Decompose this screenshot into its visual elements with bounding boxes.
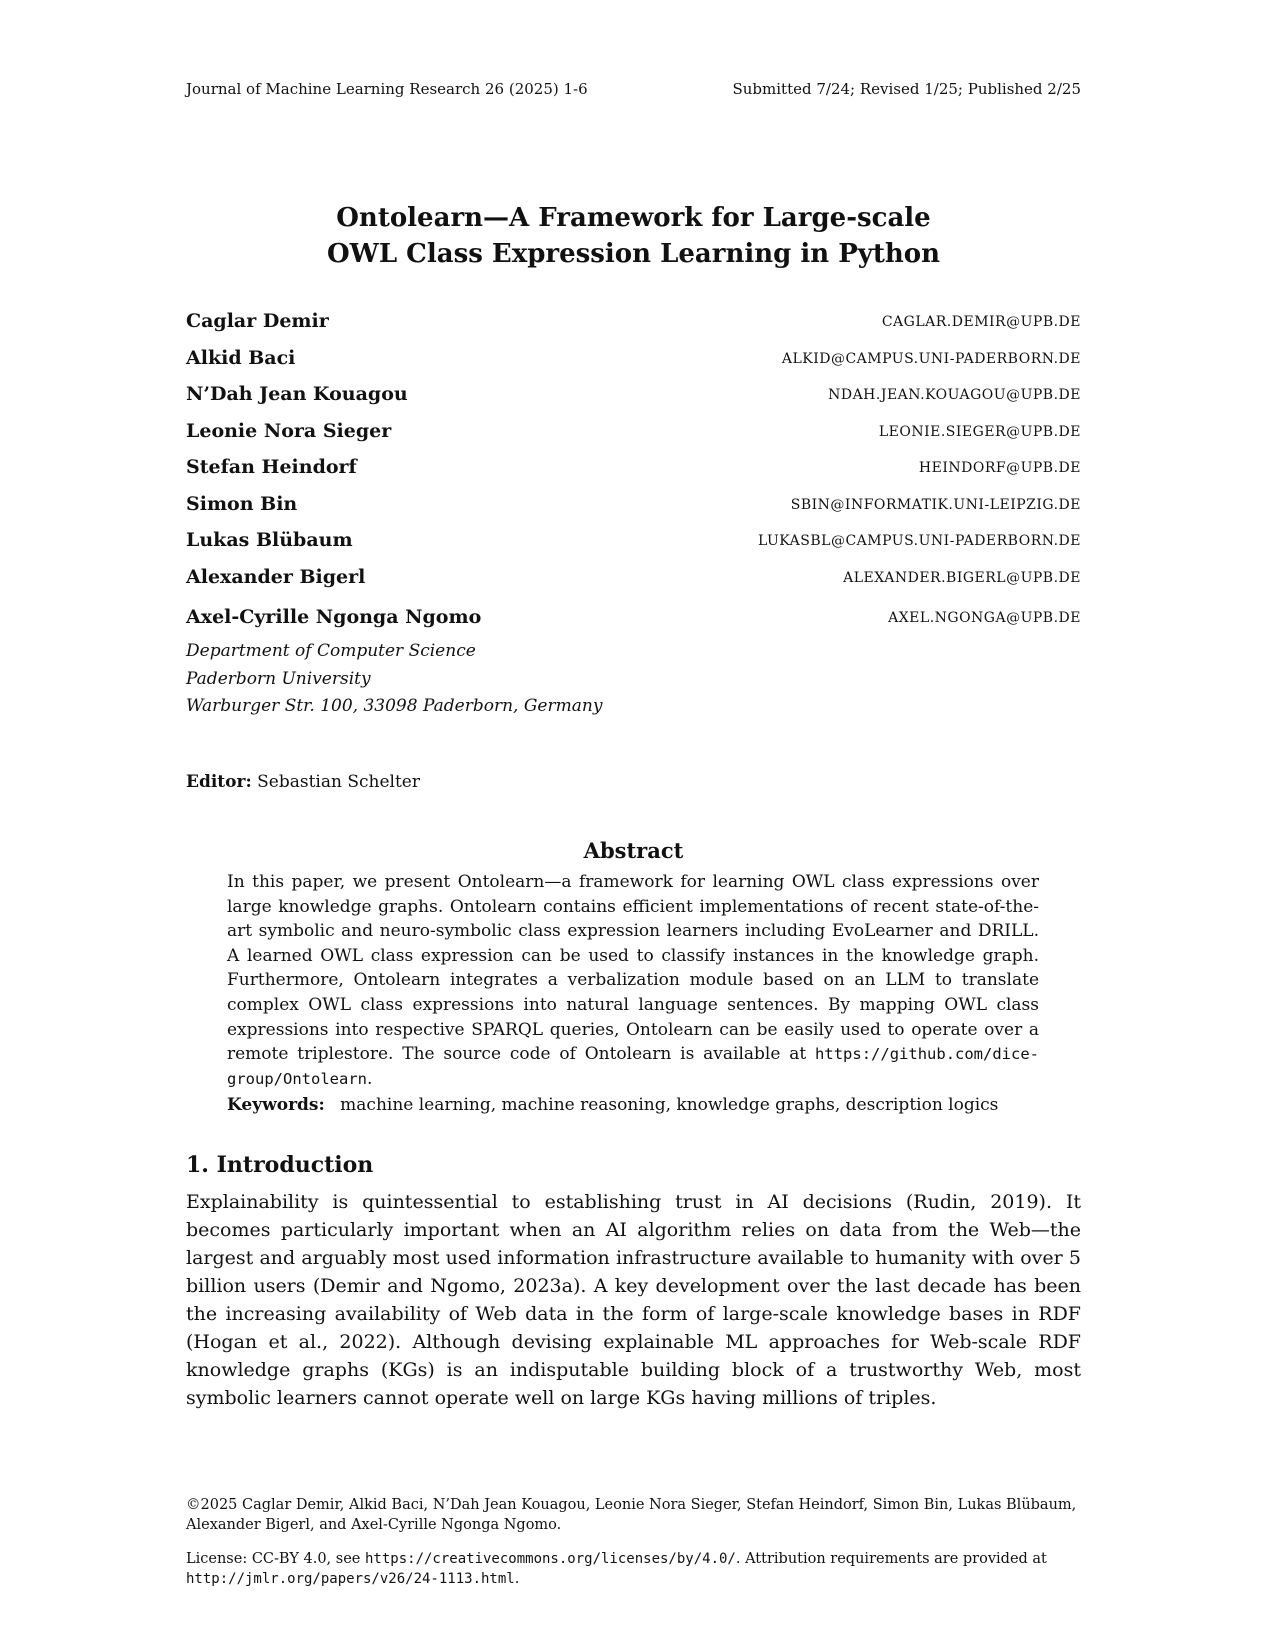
author-row <box>186 310 1081 347</box>
license-end: . <box>514 1571 520 1587</box>
author-name: Alkid Baci <box>186 346 296 369</box>
submission-dates: Submitted 7/24; Revised 1/25; Published 2/25 <box>732 80 1081 98</box>
attribution-link[interactable]: http://jmlr.org/papers/v26/24-1113.html <box>186 1571 515 1587</box>
editor-name: Sebastian Schelter <box>257 772 420 792</box>
license-mid: . Attribution requirements are provided at <box>735 1551 1047 1567</box>
author-name: Alexander Bigerl <box>186 565 366 588</box>
author-row <box>186 456 1081 493</box>
author-row <box>186 493 1081 530</box>
title-line-1: Ontolearn—A Framework for Large-scale <box>336 203 931 233</box>
author-name: Stefan Heindorf <box>186 456 357 478</box>
author-email: CAGLAR.DEMIR@UPB.DE <box>881 314 1081 330</box>
author-name: N’Dah Jean Kouagou <box>186 383 408 405</box>
author-email: SBIN@INFORMATIK.UNI-LEIPZIG.DE <box>790 496 1081 513</box>
author-row <box>186 529 1081 566</box>
author-email: ALEXANDER.BIGERL@UPB.DE <box>843 569 1081 586</box>
editor-line <box>186 772 420 792</box>
abstract-period: . <box>366 1068 373 1089</box>
license-prefix: License: CC-BY 4.0, see <box>186 1551 361 1567</box>
abstract-body <box>227 870 1039 1091</box>
author-email: HEINDORF@UPB.DE <box>918 460 1081 476</box>
author-name: Leonie Nora Sieger <box>186 419 392 442</box>
footnote-area <box>186 1495 1081 1603</box>
journal-citation: Journal of Machine Learning Research 26 (2025) 1-6 <box>186 80 588 98</box>
running-header <box>186 80 1081 104</box>
author-email: LEONIE.SIEGER@UPB.DE <box>878 423 1081 440</box>
keywords-line <box>227 1095 1039 1115</box>
author-name: Axel-Cyrille Ngonga Ngomo <box>186 606 482 628</box>
author-name: Lukas Blübaum <box>186 529 353 551</box>
affiliation <box>186 638 602 721</box>
author-name: Simon Bin <box>186 492 298 515</box>
repository-link[interactable]: https://github.com/dice-group/Ontolearn <box>227 1045 1040 1088</box>
title-line-2: OWL Class Expression Learning in Python <box>326 239 941 269</box>
author-list <box>186 310 1081 643</box>
abstract-text: In this paper, we present Ontolearn—a framework for learning OWL class expressions over large knowledge graphs. Ontolearn contains efficient implementations of recent state-of-the-art symbolic and neuro-symbolic class expression learners including EvoLearner and DRILL. A learned OWL class expression can be used to classify instances in the knowledge graph. Furthermore, Ontolearn integrates a verbalization module based on an LLM to translate complex OWL class expressions into natural language sentences. By mapping OWL class expressions into respective SPARQL queries, Ontolearn can be easily used to operate over a remote triplestore. The source code of Ontolearn is available at <box>227 872 1039 1065</box>
author-email: AXEL.NGONGA@UPB.DE <box>888 610 1081 626</box>
keywords-label: Keywords: <box>227 1095 325 1115</box>
license-link[interactable]: https://creativecommons.org/licenses/by/4.0/ <box>365 1551 736 1567</box>
author-email: LUKASBL@CAMPUS.UNI-PADERBORN.DE <box>757 533 1081 549</box>
author-row <box>186 420 1081 457</box>
author-name: Caglar Demir <box>186 310 329 332</box>
paper-title <box>186 200 1081 272</box>
section-heading-introduction: 1. Introduction <box>186 1152 374 1178</box>
editor-label: Editor: <box>186 772 252 792</box>
author-row <box>186 347 1081 384</box>
affiliation-department: Department of Computer Science <box>186 641 476 661</box>
author-email: NDAH.JEAN.KOUAGOU@UPB.DE <box>828 387 1081 403</box>
author-row <box>186 566 1081 603</box>
copyright-notice: ©2025 Caglar Demir, Alkid Baci, N’Dah Jean Kouagou, Leonie Nora Sieger, Stefan Heindorf, Simon Bin, Lukas Blübaum, Alexander Bigerl, and Axel-Cyrille Ngonga Ngomo. <box>186 1497 1077 1533</box>
author-email: ALKID@CAMPUS.UNI-PADERBORN.DE <box>781 350 1081 367</box>
license-notice <box>186 1549 1081 1589</box>
keywords-text: machine learning, machine reasoning, knowledge graphs, description logics <box>340 1095 999 1115</box>
introduction-paragraph: Explainability is quintessential to establishing trust in AI decisions (Rudin, 2019). It becomes particularly important when an AI algorithm relies on data from the Web—the largest and arguably most used information infrastructure available to humanity with over 5 billion users (Demir and Ngomo, 2023a). A key development over the last decade has been the increasing availability of Web data in the form of large-scale knowledge bases in RDF (Hogan et al., 2022). Although devising explainable ML approaches for Web-scale RDF knowledge graphs (KGs) is an indisputable building block of a trustworthy Web, most symbolic learners cannot operate well on large KGs having millions of triples. <box>186 1191 1081 1409</box>
author-row <box>186 383 1081 420</box>
affiliation-university: Paderborn University <box>186 668 371 689</box>
affiliation-address: Warburger Str. 100, 33098 Paderborn, Germany <box>186 696 603 716</box>
abstract-heading: Abstract <box>583 838 684 863</box>
